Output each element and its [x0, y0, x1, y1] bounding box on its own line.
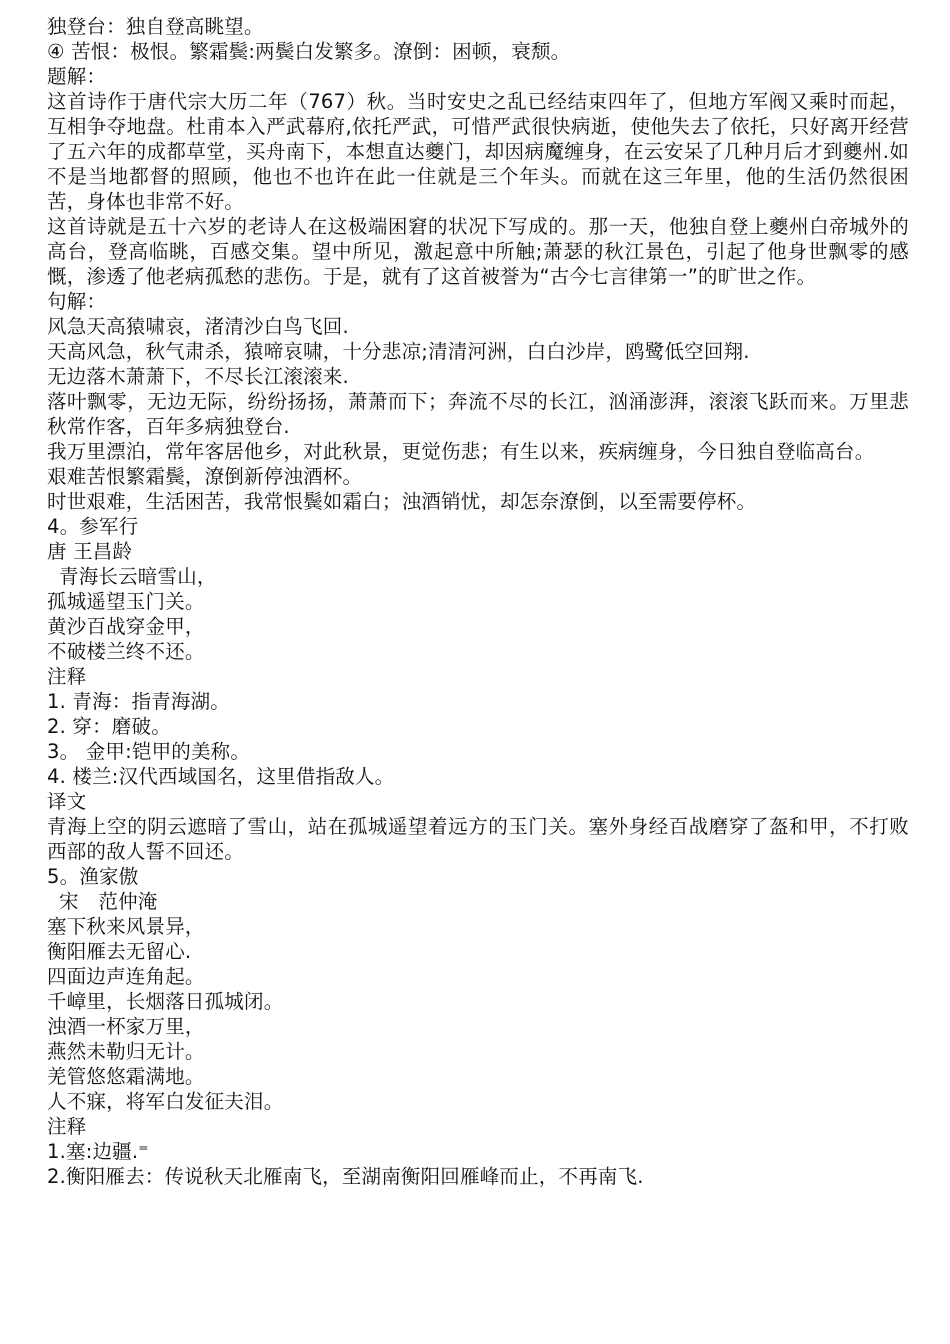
poem-line: 无边落木萧萧下，不尽长江滚滚来.: [47, 365, 349, 388]
poem-line: 浊酒一杯家万里，: [47, 1015, 205, 1038]
text-line: ④ 苦恨：极恨。繁霜鬓:两鬓白发繁多。潦倒：困顿，衰颓。: [47, 40, 571, 63]
paragraph: 这首诗作于唐代宗大历二年（767）秋。当时安史之乱已经结束四年了，但地方军阀又乘时而起，互相争夺地盘。杜甫本入严武幕府,依托严武，可惜严武很快病逝，使他失去了依托，只好离开经营了五六年的成都草堂，买舟南下，本想直达夔门，却因病魔缠身，在云安呆了几种月后才到夔州.如不是当地都督的照顾，他也不也许在此一住就是三个年头。而就在这三年里，他的生活仍然很困苦，身体也非常不好。: [47, 90, 909, 213]
text-line: 天高风急，秋气肃杀，猿啼哀啸，十分悲凉;清清河洲，白白沙岸，鸥鹭低空回翔.: [47, 340, 750, 363]
paragraph: 落叶飘零，无边无际，纷纷扬扬，萧萧而下；奔流不尽的长江，汹涌澎湃，滚滚飞跃而来。万里悲秋常作客，百年多病独登台.: [47, 390, 909, 438]
poem-title: 4。参军行: [47, 515, 139, 538]
section-heading: 题解：: [47, 65, 107, 88]
note-item: 3。 金甲:铠甲的美称。: [47, 740, 251, 763]
poem-line: 青海长云暗雪山，: [59, 565, 217, 588]
document-page: [47, 14, 909, 1189]
text-line: 时世艰难，生活困苦，我常恨鬓如霜白；浊酒销忧，却怎奈潦倒，以至需要停杯。: [47, 490, 757, 513]
poem-line: 人不寐，将军白发征夫泪。: [47, 1090, 284, 1113]
poem-author: 唐 王昌龄: [47, 540, 133, 563]
poem-line: 艰难苦恨繁霜鬓，潦倒新停浊酒杯。: [47, 465, 363, 488]
note-item: 1.塞:边疆.⁼: [47, 1140, 149, 1163]
paragraph: 这首诗就是五十六岁的老诗人在这极端困窘的状况下写成的。那一天，他独自登上夔州白帝城外的高台，登高临眺，百感交集。望中所见，激起意中所触;萧瑟的秋江景色，引起了他身世飘零的感慨，渗透了他老病孤愁的悲伤。于是，就有了这首被誉为“古今七言律第一”的旷世之作。: [47, 215, 909, 288]
note-item: 4. 楼兰:汉代西域国名，这里借指敌人。: [47, 765, 395, 788]
section-heading: 句解：: [47, 290, 107, 313]
poem-line: 千嶂里，长烟落日孤城闭。: [47, 990, 284, 1013]
note-item: 2. 穿：磨破。: [47, 715, 171, 738]
note-item: 1. 青海：指青海湖。: [47, 690, 231, 713]
poem-line: 衡阳雁去无留心.: [47, 940, 192, 963]
section-heading: 注释: [47, 665, 87, 688]
poem-line: 孤城遥望玉门关。: [47, 590, 205, 613]
paragraph: 青海上空的阴云遮暗了雪山，站在孤城遥望着远方的玉门关。塞外身经百战磨穿了盔和甲，不打败西部的敌人誓不回还。: [47, 815, 909, 863]
poem-line: 塞下秋来风景异，: [47, 915, 205, 938]
poem-author: 宋 范仲淹: [59, 890, 158, 913]
note-item: 2.衡阳雁去：传说秋天北雁南飞，至湖南衡阳回雁峰而止，不再南飞.: [47, 1165, 644, 1188]
poem-line: 燕然未勒归无计。: [47, 1040, 205, 1063]
text-line: 独登台：独自登高眺望。: [47, 15, 264, 38]
paragraph: 我万里漂泊，常年客居他乡，对此秋景，更觉伤悲；有生以来，疾病缠身，今日独自登临高台。: [47, 440, 875, 463]
section-heading: 注释: [47, 1115, 87, 1138]
section-heading: 译文: [47, 790, 87, 813]
poem-line: 羌管悠悠霜满地。: [47, 1065, 205, 1088]
poem-title: 5。渔家傲: [47, 865, 139, 888]
poem-line: 不破楼兰终不还。: [47, 640, 205, 663]
poem-line: 风急天高猿啸哀，渚清沙白鸟飞回.: [47, 315, 349, 338]
poem-line: 四面边声连角起。: [47, 965, 205, 988]
poem-line: 黄沙百战穿金甲，: [47, 615, 205, 638]
